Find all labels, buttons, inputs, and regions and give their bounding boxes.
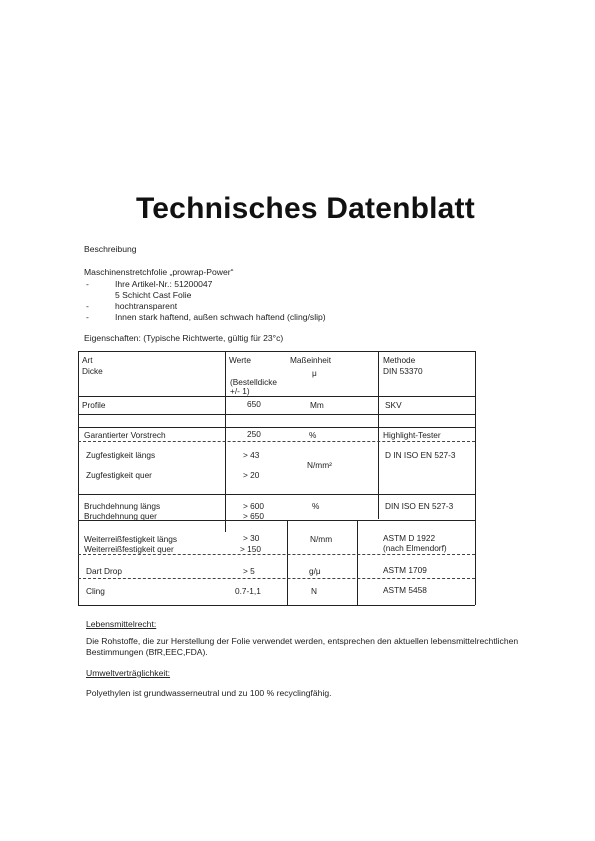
lebensmittel-heading: Lebensmittelrecht:	[86, 619, 157, 629]
table-cell: Weiterreißfestigkeit längs	[84, 534, 177, 544]
product-line: Maschinenstretchfolie „prowrap-Power“	[84, 267, 234, 277]
cell-dicke: Dicke	[82, 366, 103, 376]
table-cell: ASTM 5458	[383, 585, 427, 595]
table-cell: ASTM 1709	[383, 565, 427, 575]
row-divider	[78, 554, 475, 555]
document-title: Technisches Datenblatt	[136, 192, 475, 225]
table-cell: > 600	[243, 501, 264, 511]
cell-dicke-unit: μ	[312, 368, 317, 378]
table-cell: Zugfestigkeit längs	[86, 450, 156, 460]
table-cell: > 30	[243, 533, 260, 543]
table-cell: Highlight-Tester	[383, 430, 441, 440]
row-divider	[78, 578, 475, 579]
list-bullet: -	[86, 301, 89, 311]
umwelt-text: Polyethylen ist grundwasserneutral und zu 100 % recyclingfähig.	[86, 688, 332, 698]
table-cell: Garantierter Vorstrech	[84, 430, 166, 440]
table-cell: Dart Drop	[86, 566, 122, 576]
header-werte: Werte	[229, 355, 251, 365]
table-cell: SKV	[385, 400, 402, 410]
row-divider	[78, 441, 475, 442]
table-cell: 250	[247, 429, 261, 439]
cell-dicke-note: (Bestelldicke +/- 1)	[230, 377, 278, 396]
list-item: hochtransparent	[115, 301, 178, 311]
column-divider	[287, 520, 288, 605]
table-cell: Bruchdehnung quer	[84, 511, 157, 521]
table-cell: > 150	[240, 544, 261, 554]
umwelt-heading: Umweltverträglichkeit:	[86, 668, 171, 678]
table-border-top	[78, 351, 475, 352]
table-cell-unit: N/mm²	[307, 460, 332, 470]
row-divider	[78, 396, 475, 397]
table-cell: Bruchdehnung längs	[84, 501, 161, 511]
table-border-bottom	[78, 605, 475, 606]
row-divider	[78, 494, 475, 495]
table-cell: D IN ISO EN 527-3	[385, 450, 456, 460]
header-art: Art	[82, 355, 93, 365]
table-cell: 0.7-1,1	[235, 586, 261, 596]
table-cell: ASTM D 1922	[383, 533, 436, 543]
table-border-right	[475, 351, 476, 605]
table-cell: > 20	[243, 470, 260, 480]
table-cell: N	[311, 586, 317, 596]
list-item: Innen stark haftend, außen schwach haftend (cling/slip)	[115, 312, 326, 322]
table-cell: DIN ISO EN 527-3	[385, 501, 454, 511]
table-cell: Cling	[86, 586, 105, 596]
list-bullet: -	[86, 279, 89, 289]
beschreibung-heading: Beschreibung	[84, 244, 137, 254]
table-cell: g/μ	[309, 566, 321, 576]
row-divider	[78, 414, 475, 415]
lebensmittel-text: Die Rohstoffe, die zur Herstellung der Folie verwendet werden, entsprechen den aktuellen lebensmittelrechtlichen Bestimmungen (BfR,EEC,FDA).	[86, 636, 519, 657]
table-cell: 650	[247, 399, 261, 409]
list-item: Ihre Artikel-Nr.: 51200047	[115, 279, 213, 289]
header-masseinheit: Maßeinheit	[290, 355, 332, 365]
table-cell: Profile	[82, 400, 106, 410]
table-cell: Mm	[310, 400, 324, 410]
table-cell: (nach Elmendorf)	[383, 543, 447, 553]
cell-dicke-method: DIN 53370	[383, 366, 423, 376]
table-border-left	[78, 351, 79, 605]
row-divider	[78, 427, 475, 428]
table-cell: > 43	[243, 450, 260, 460]
table-cell: N/mm	[310, 534, 333, 544]
list-item: 5 Schicht Cast Folie	[115, 290, 192, 300]
list-bullet: -	[86, 312, 89, 322]
table-cell: Zugfestigkeit quer	[86, 470, 152, 480]
header-methode: Methode	[383, 355, 416, 365]
table-cell: %	[309, 430, 317, 440]
table-cell: %	[312, 501, 320, 511]
eigenschaften-heading: Eigenschaften: (Typische Richtwerte, gültig für 23°c)	[84, 333, 284, 343]
table-cell: > 650	[243, 511, 264, 521]
table-cell: > 5	[243, 566, 255, 576]
table-cell: Weiterreißfestigkeit quer	[84, 544, 174, 554]
column-divider	[357, 520, 358, 605]
